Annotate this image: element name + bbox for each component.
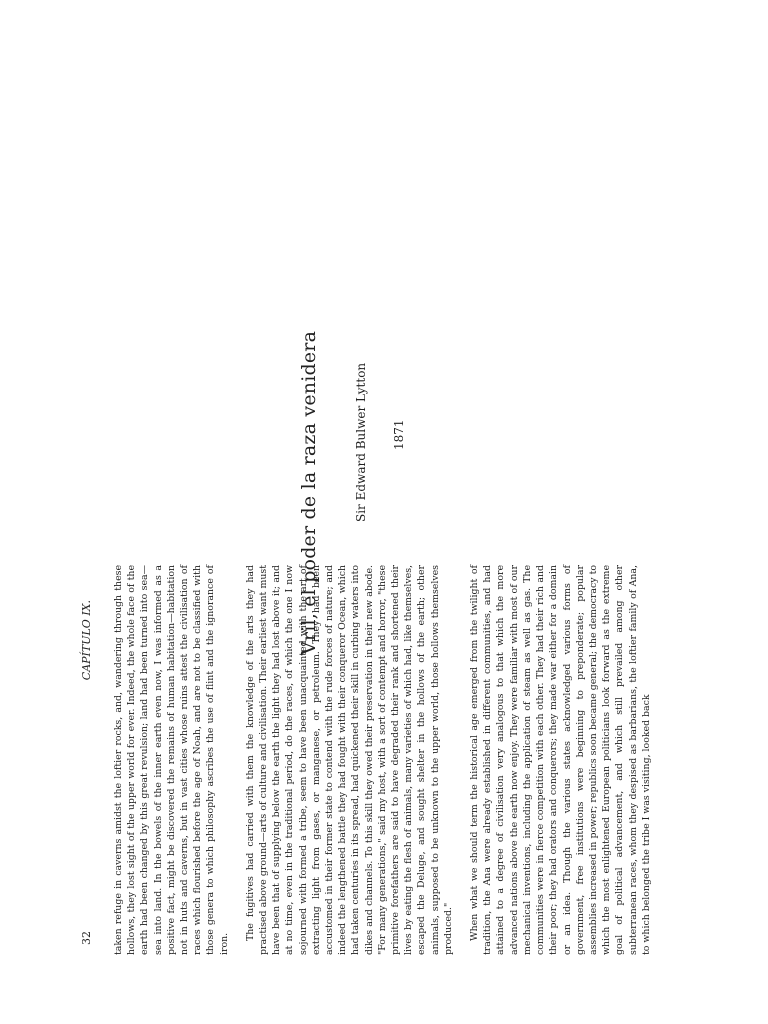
publication-year: 1871 — [392, 419, 406, 450]
text-page — [80, 555, 652, 955]
paragraph-3: When what we should term the historical age emerged from the twilight of tradition, the Ana were already established in different communities, and had attained to a degree of civilisation very analogous to that which the more advanced nations above the earth now enjoy. They were familiar with most of our mechanical inventions, including the application of steam as well as gas. The communities were in fierce competition with each other. They had their rich and their poor; they had orators and conquerors; they made war either for a domain or an idea. Though the various states acknowledged various forms of government, free institutions were beginning to preponderate; popular assemblies increased in power; republics soon became general; the democracy to which the most enlightened European politicians look forward as the extreme goal of political advancement, and which still prevailed among other subterranean races, whom they despised as barbarians, the loftier family of Ana, to which belonged the tribe I was visiting, looked back — [469, 565, 652, 955]
page-number: 32 — [80, 931, 93, 945]
paragraph-2: The fugitives had carried with them the knowledge of the arts they had practised above ground—arts of culture and civilisation. Their earliest want must have been that of supplying below the earth the light they had lost above it; and at no time, even in the traditional period, do the races, of which the one I now sojourned with formed a tribe, seem to have been unacquainted with the art of extracting light from gases, or manganese, or petroleum. They had been accustomed in their former state to contend with the rude forces of nature; and indeed the lengthened battle they had fought with their conqueror Ocean, which had taken centuries in its spread, had quickened their skill in curbing waters into dikes and channels. To this skill they owed their preservation in their new abode. "For many generations," said my host, with a sort of contempt and horror, "these primitive forefathers are said to have degraded their rank and shortened their lives by eating the flesh of animals, many varieties of which had, like themselves, escaped the Deluge, and sought shelter in the hollows of the earth; other animals, supposed to be unknown to the upper world, those hollows themselves produced." — [244, 565, 454, 955]
book-title: Vril, el poder de la raza venidera — [298, 330, 320, 655]
running-head: CAPÍTULO IX. — [80, 600, 93, 681]
title-page — [298, 135, 428, 655]
page-header — [80, 555, 100, 955]
book-author: Sir Edward Bulwer Lytton — [354, 362, 368, 522]
paragraph-1: taken refuge in caverns amidst the loftier rocks, and, wandering through these hollows, they lost sight of the upper world for ever. Indeed, the whole face of the earth had been changed by this great revulsion; land had been turned into sea—sea into land. In the bowels of the inner earth even now, I was informed as a positive fact, might be discovered the remains of human habitation—habitation not in huts and caverns, but in vast cities whose ruins attest the civilisation of races which flourished before the age of Noah, and are not to be classified with those genera to which philosophy ascribes the use of flint and the ignorance of iron. — [113, 565, 230, 955]
